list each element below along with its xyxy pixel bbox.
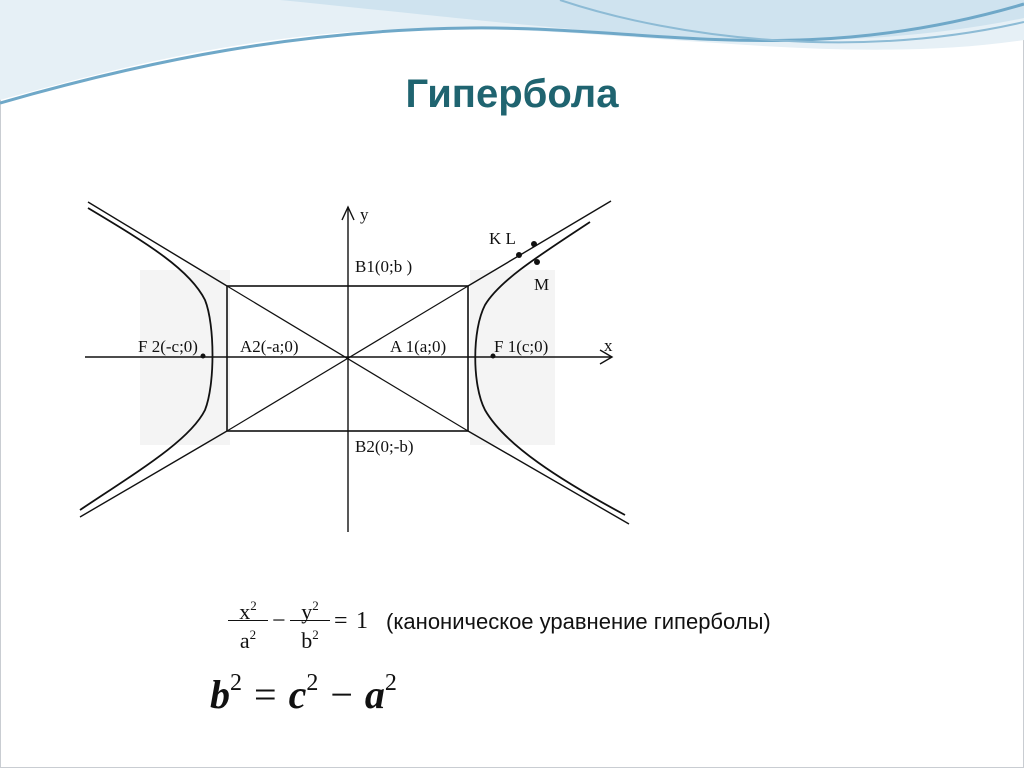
rhs-one: 1 <box>356 608 368 634</box>
fraction-y-numerator: $y^2$ <box>301 598 319 624</box>
fraction-y-over-b <box>290 592 330 653</box>
fraction-x-numerator: $x^2$ <box>239 598 257 624</box>
label-b1: B1(0;b ) <box>355 257 413 276</box>
relation-equation: $b^2 = c^2 - a^2$ <box>210 670 397 717</box>
point-m <box>534 259 540 265</box>
minus-sign: − <box>272 608 286 634</box>
x-axis-label: x <box>604 336 613 355</box>
fraction-b-denominator: $b^2$ <box>301 627 319 653</box>
focus-f2-dot <box>201 354 206 359</box>
fraction-x-over-a <box>228 592 268 653</box>
y-axis-label: y <box>360 205 369 224</box>
label-kl: K L <box>489 229 516 248</box>
equals-sign: = <box>334 608 348 634</box>
label-m: M <box>534 275 550 294</box>
fraction-a-denominator: $a^2$ <box>239 627 257 653</box>
label-b2: B2(0;-b) <box>355 437 414 456</box>
slide-title: Гипербола <box>405 72 619 116</box>
canonical-equation-description: (каноническое уравнение гиперболы) <box>386 609 771 634</box>
label-f2: F 2(-c;0) <box>138 337 198 356</box>
label-a2: A2(-a;0) <box>240 337 299 356</box>
label-a1: A 1(a;0) <box>390 337 447 356</box>
label-f1: F 1(c;0) <box>494 337 549 356</box>
point-l <box>531 241 537 247</box>
point-k <box>516 252 522 258</box>
